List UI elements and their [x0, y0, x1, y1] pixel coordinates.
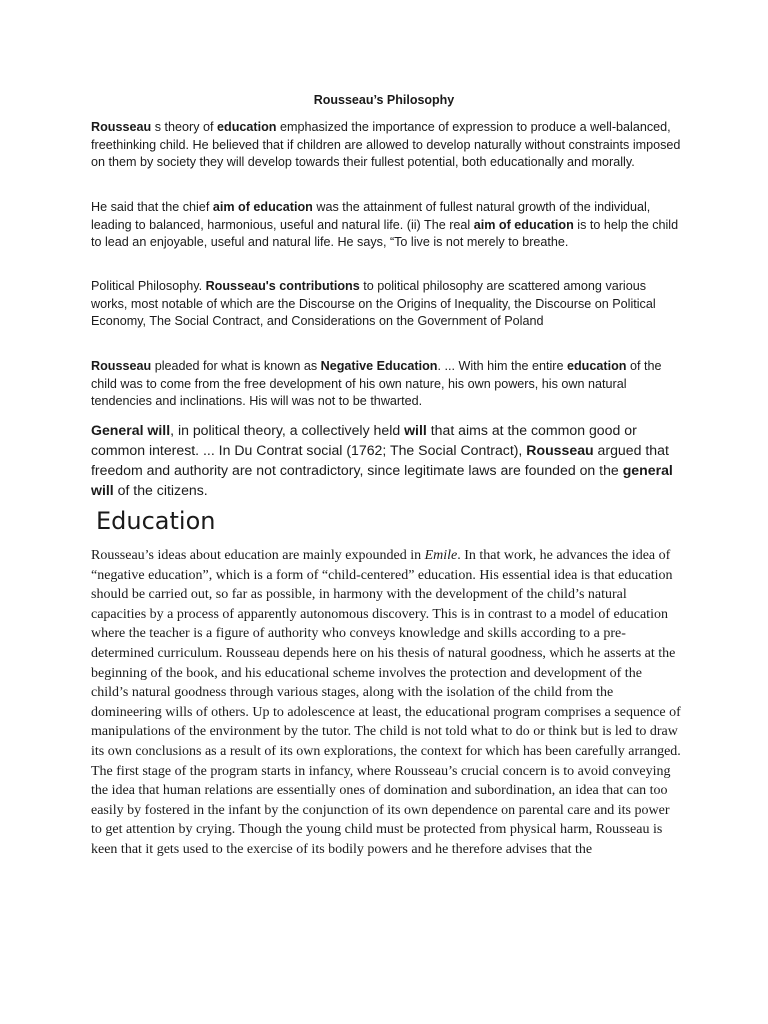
bold-term: Rousseau's contributions	[205, 279, 360, 293]
text-run: Political Philosophy.	[91, 279, 206, 293]
italic-title: Emile	[424, 548, 458, 563]
paragraph-political-philosophy	[91, 278, 681, 331]
bold-term: Rousseau	[91, 120, 152, 134]
text-run: argued that freedom and authority are not contradictory, since legitimate laws are founded on the	[91, 442, 669, 478]
text-run: is to help the child to lead an enjoyable, useful and natural life. He says, “To live is not merely to breathe.	[91, 217, 679, 249]
text-run: , in political theory, a collectively held	[170, 422, 405, 438]
text-run: was the attainment of fullest natural growth of the individual, leading to balanced, harmonious, useful and natural life. (ii) The real	[91, 200, 651, 232]
paragraph-theory-of-education	[91, 119, 681, 172]
bold-term: Negative Education	[320, 359, 438, 373]
text-run: Rousseau’s ideas about education are mainly expounded in	[91, 548, 425, 563]
text-run: emphasized the importance of expression to produce a well-balanced, freethinking child. He believed that if children are allowed to develop naturally without constraints imposed on them by society they will develop towards their fullest potential, both educationally and morally.	[91, 120, 681, 169]
paragraph-negative-education	[91, 358, 681, 411]
bold-term: Rousseau	[526, 442, 594, 458]
bold-term: general will	[91, 462, 673, 498]
text-run: He said that the chief	[91, 200, 213, 214]
text-run: . In that work, he advances the idea of “negative education”, which is a form of “child-centered” education. His essential idea is that education should be carried out, so far as possible, in harmony with the development of the child’s natural capacities by a process of apparently autonomous discovery. This is in contrast to a model of education where the teacher is a figure of authority who conveys knowledge and skills according to a pre-determined curriculum. Rousseau depends here on his thesis of natural goodness, which he asserts at the beginning of the book, and his educational scheme involves the protection and development of the child’s natural goodness through various stages, along with the isolation of the child from the domineering wills of others. Up to adolescence at least, the educational program comprises a sequence of manipulations of the environment by the tutor. The child is not told what to do or think but is led to draw its own conclusions as a result of its own explorations, the context for which has been carefully arranged. The first stage of the program starts in infancy, where Rousseau’s crucial concern is to avoid conveying the idea that human relations are essentially ones of domination and subordination, an idea that can too easily by fostered in the infant by the conjunction of its own dependence on parental care and its power to get attention by crying. Though the young child must be protected from physical harm, Rousseau is keen that it gets used to the exercise of its bodily powers and he therefore advises that the	[91, 548, 681, 857]
paragraph-general-will	[91, 420, 681, 500]
bold-term: General will	[91, 422, 171, 438]
paragraph-aim-of-education	[91, 199, 681, 252]
text-run: to political philosophy are scattered among various works, most notable of which are the Discourse on the Origins of Inequality, the Discourse on Political Economy, The Social Contract, and Considerations on the Government of Poland	[91, 279, 656, 328]
text-run: . ... With him the entire	[437, 359, 567, 373]
page-title: Rousseau’s Philosophy	[313, 93, 455, 107]
section-heading-education: Education	[96, 507, 216, 535]
paragraph-emile	[91, 546, 681, 860]
bold-term: Rousseau	[91, 359, 152, 373]
text-run: of the citizens.	[113, 482, 208, 498]
bold-term: aim of education	[473, 217, 574, 232]
text-run: of the child was to come from the free development of his own nature, his own powers, his own natural tendencies and inclinations. His will was not to be thwarted.	[91, 359, 662, 408]
text-run: that aims at the common good or common interest. ... In Du Contrat social (1762; The Social Contract),	[91, 422, 637, 458]
bold-term: education	[217, 120, 277, 134]
text-run: pleaded for what is known as	[151, 359, 321, 373]
bold-term: education	[566, 359, 627, 373]
bold-term: aim of education	[212, 200, 313, 214]
text-run: s theory of	[151, 120, 218, 134]
bold-term: will	[404, 422, 427, 438]
